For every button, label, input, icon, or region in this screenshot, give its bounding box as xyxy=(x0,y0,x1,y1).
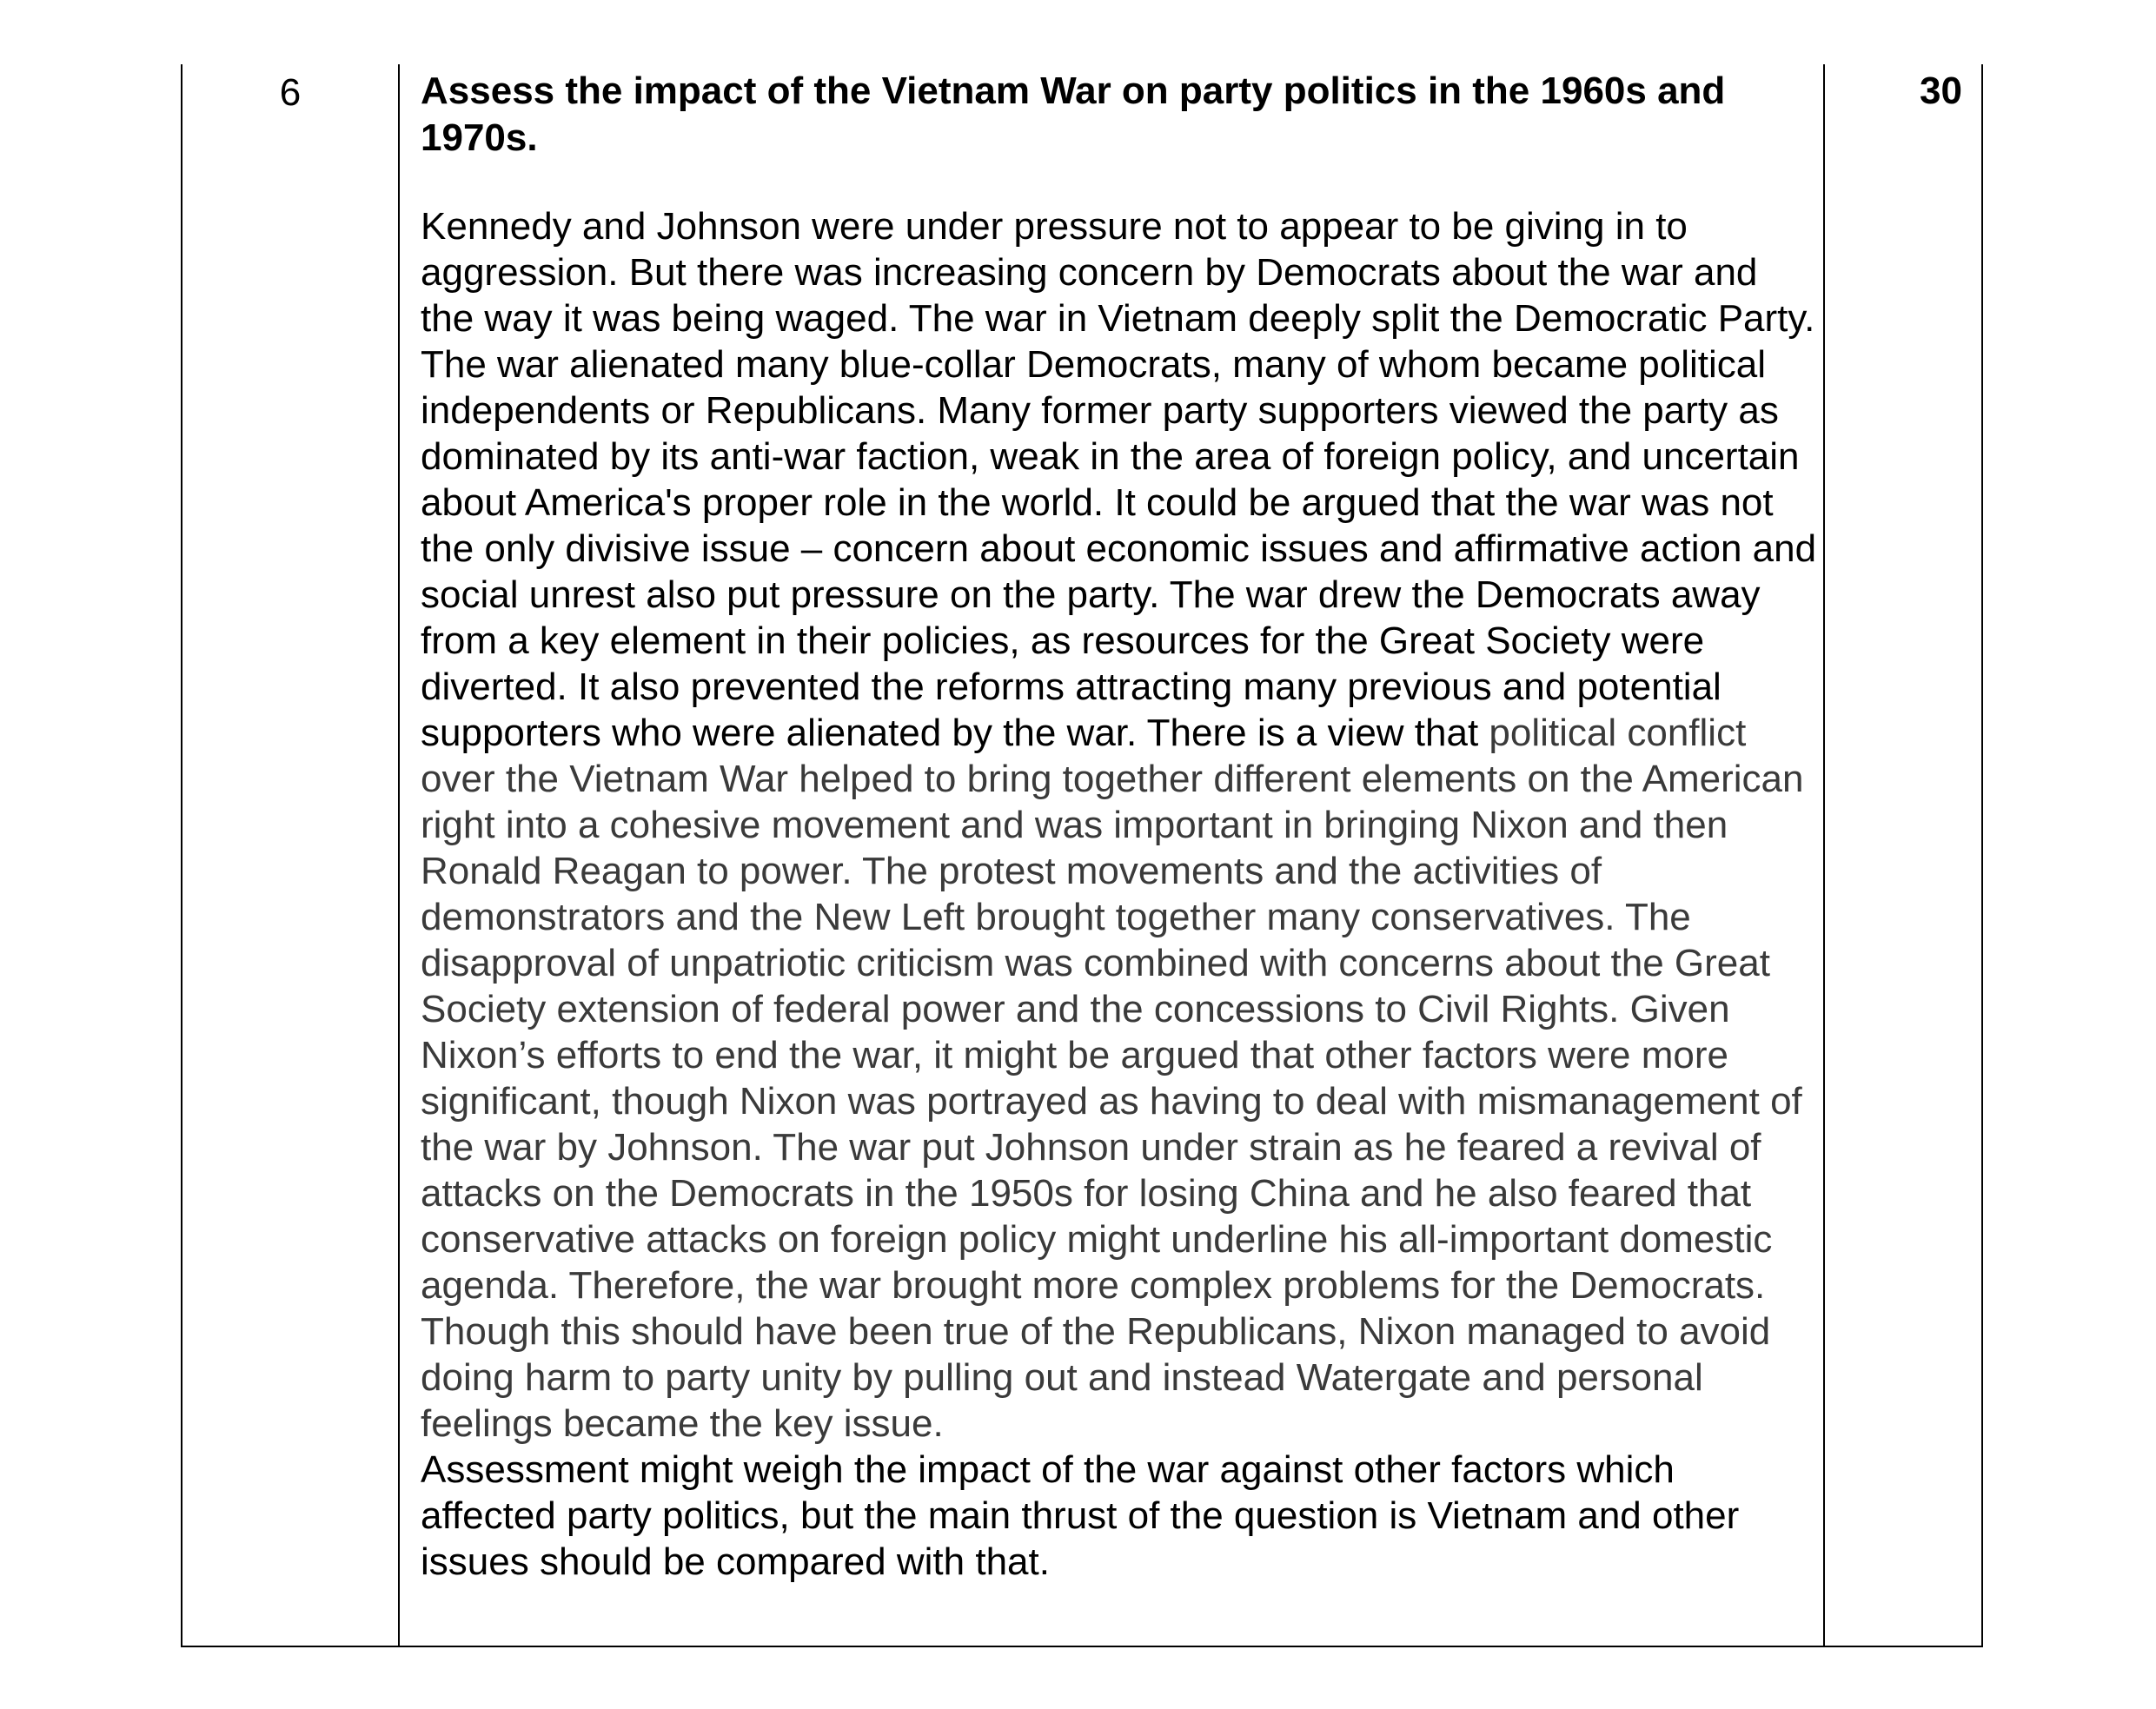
answer-column xyxy=(400,64,1825,1646)
indicative-content xyxy=(421,203,1820,1585)
answer-assessment: Assessment might weigh the impact of the war against other factors which affected party politics, but the main thrust of the question is Vietnam and other issues should be compared with that. xyxy=(421,1448,1740,1583)
question-number: 6 xyxy=(279,71,302,114)
mark-scheme-table xyxy=(181,64,1983,1647)
question-number-column xyxy=(182,64,400,1646)
answer-text-part2: political conflict over the Vietnam War helped to bring together different elements on the American right into a cohesive movement and was important in bringing Nixon and then Ronald Reagan to power. The protest movements and the activities of demonstrators and the New Left brought together many conservatives. The disapproval of unpatriotic criticism was combined with concerns about the Great Society extension of federal power and the concessions to Civil Rights. Given Nixon’s efforts to end the war, it might be argued that other factors were more significant, though Nixon was portrayed as having to deal with mismanagement of the war by Johnson. The war put Johnson under strain as he feared a revival of attacks on the Democrats in the 1950s for losing China and he also feared that conservative attacks on foreign policy might underline his all-important domestic agenda. Therefore, the war brought more complex problems for the Democrats. Though this should have been true of the Republicans, Nixon managed to avoid doing harm to party unity by pulling out and instead Watergate and personal feelings became the key issue. xyxy=(421,712,1804,1445)
answer-text-part1: Kennedy and Johnson were under pressure not to appear to be giving in to aggression. But there was increasing concern by Democrats about the war and the way it was being waged. The war in Vietnam deeply split the Democratic Party. The war alienated many blue-collar Democrats, many of whom became political independents or Republicans. Many former party supporters viewed the party as dominated by its anti-war faction, weak in the area of foreign policy, and uncertain about America's proper role in the world. It could be argued that the war was not the only divisive issue – concern about economic issues and affirmative action and social unrest also put pressure on the party. The war drew the Democrats away from a key element in their policies, as resources for the Great Society were diverted. It also prevented the reforms attracting many previous and potential supporters who were alienated by the war. There is a view that xyxy=(421,205,1817,754)
question-title: Assess the impact of the Vietnam War on party politics in the 1960s and 1970s. xyxy=(421,70,1726,159)
marks-column xyxy=(1825,64,1981,1646)
answer-paragraph xyxy=(421,203,1820,1447)
marks-value: 30 xyxy=(1920,70,1962,112)
